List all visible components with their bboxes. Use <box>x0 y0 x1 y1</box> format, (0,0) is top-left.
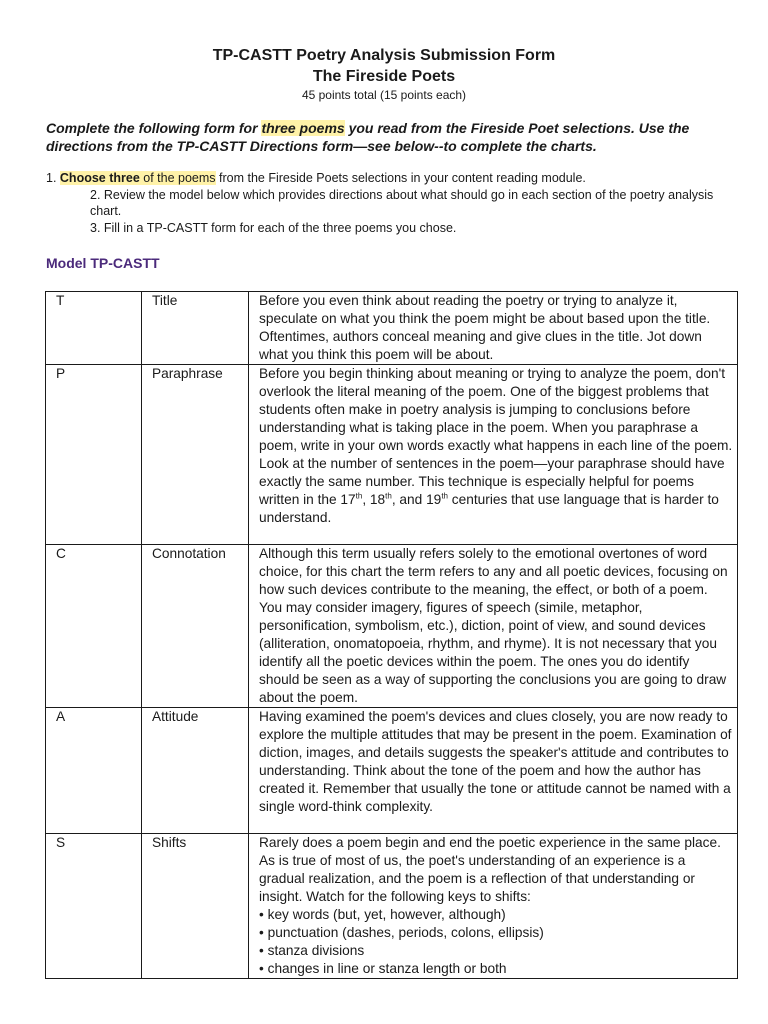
paraphrase-text-c: , and 19 <box>391 492 442 507</box>
superscript: th <box>355 491 363 501</box>
row-description: Although this term usually refers solely to the emotional overtones of word choice, for this chart the term refers to any and all poetic devices, focusing on how such devices contribute to the meaning, the effect, or both of a poem. You may consider imagery, figures of speech (simile, metaphor, personification, symbolism, etc.), diction, point of view, and sound devices (alliteration, onomatopoeia, rhythm, and rhyme). It is not necessary that you identify all the poetic devices within the poem. The ones you do identify should be seen as a way of supporting the conclusions you are going to draw about the poem. <box>249 545 738 708</box>
row-letter: A <box>46 708 142 834</box>
row-term: Paraphrase <box>142 365 249 545</box>
form-title: TP-CASTT Poetry Analysis Submission Form <box>212 47 556 64</box>
step-1 <box>46 170 736 187</box>
table-row <box>46 292 738 365</box>
table-row <box>46 708 738 834</box>
intro-text-2: you read from the Fireside Poet selections. Use the directions from the TP-CASTT Directions form—see below--to complete the charts. <box>46 120 690 154</box>
intro-highlight: three poems <box>261 120 345 136</box>
superscript: th <box>385 491 392 501</box>
row-term: Attitude <box>142 708 249 834</box>
paraphrase-text-a: Before you begin thinking about meaning or trying to analyze the poem, don't overlook the literal meaning of the poem. One of the biggest problems that students often make in poetry analysis is jumping to conclusions before understanding what is taking place in the poem. When you paraphrase a poem, write in your own words exactly what happens in each line of the poem. Look at the number of sentences in the poem—your paraphrase should have exactly the same number. This technique is especially helpful for poems written in the 17 <box>259 366 733 507</box>
row-term: Shifts <box>142 834 249 979</box>
step-2: 2. Review the model below which provides directions about what should go in each section of the poetry analysis chart. <box>90 187 714 218</box>
row-term: Connotation <box>142 545 249 708</box>
form-subtitle: The Fireside Poets <box>312 68 456 85</box>
row-letter: P <box>46 365 142 545</box>
paraphrase-text-b: , 18 <box>362 492 386 507</box>
instructions-intro <box>46 119 736 155</box>
table-row <box>46 834 738 979</box>
model-heading: Model TP-CASTT <box>46 255 160 271</box>
row-description <box>249 365 738 545</box>
row-letter: T <box>46 292 142 365</box>
points-total: 45 points total (15 points each) <box>301 88 467 102</box>
row-letter: C <box>46 545 142 708</box>
row-description <box>249 834 738 979</box>
step-3: 3. Fill in a TP-CASTT form for each of the three poems you chose. <box>90 220 457 235</box>
tpcastt-table <box>45 291 738 979</box>
row-description: Having examined the poem's devices and clues closely, you are now ready to explore the multiple attitudes that may be present in the poem. Examination of diction, images, and details suggests the speaker's attitude and contributes to understanding. Think about the tone of the poem and how the author has created it. Remember that usually the tone or attitude cannot be named with a single word-think complexity. <box>249 708 738 834</box>
table-row <box>46 365 738 545</box>
row-description: Before you even think about reading the poetry or trying to analyze it, speculate on what you think the poem might be about based upon the title. Oftentimes, authors conceal meaning and give clues in the title. Jot down what you think this poem will be about. <box>249 292 738 365</box>
step-1-bold: Choose three <box>59 171 140 185</box>
shifts-text: Rarely does a poem begin and end the poetic experience in the same place. As is true of most of us, the poet's understanding of an experience is a gradual realization, and the poem is a reflection of that understanding or insight. Watch for the following keys to shifts: <box>259 835 721 904</box>
paraphrase-text-d: centuries that use language that is harder to understand. <box>259 492 719 525</box>
shift-key-bullet: • punctuation (dashes, periods, colons, ellipsis) <box>259 925 544 940</box>
row-letter: S <box>46 834 142 979</box>
shift-key-bullet: • stanza divisions <box>259 943 365 958</box>
shift-key-bullet: • changes in line or stanza length or both <box>259 961 507 976</box>
row-term: Title <box>142 292 249 365</box>
superscript: th <box>441 491 448 501</box>
step-1-rest: from the Fireside Poets selections in your content reading module. <box>215 171 586 185</box>
steps-list <box>46 170 736 236</box>
step-1-number: 1. <box>46 171 60 185</box>
step-1-highlight: of the poems <box>139 171 216 185</box>
shift-key-bullet: • key words (but, yet, however, although) <box>259 907 506 922</box>
intro-text-1: Complete the following form for <box>46 120 262 136</box>
table-row <box>46 545 738 708</box>
